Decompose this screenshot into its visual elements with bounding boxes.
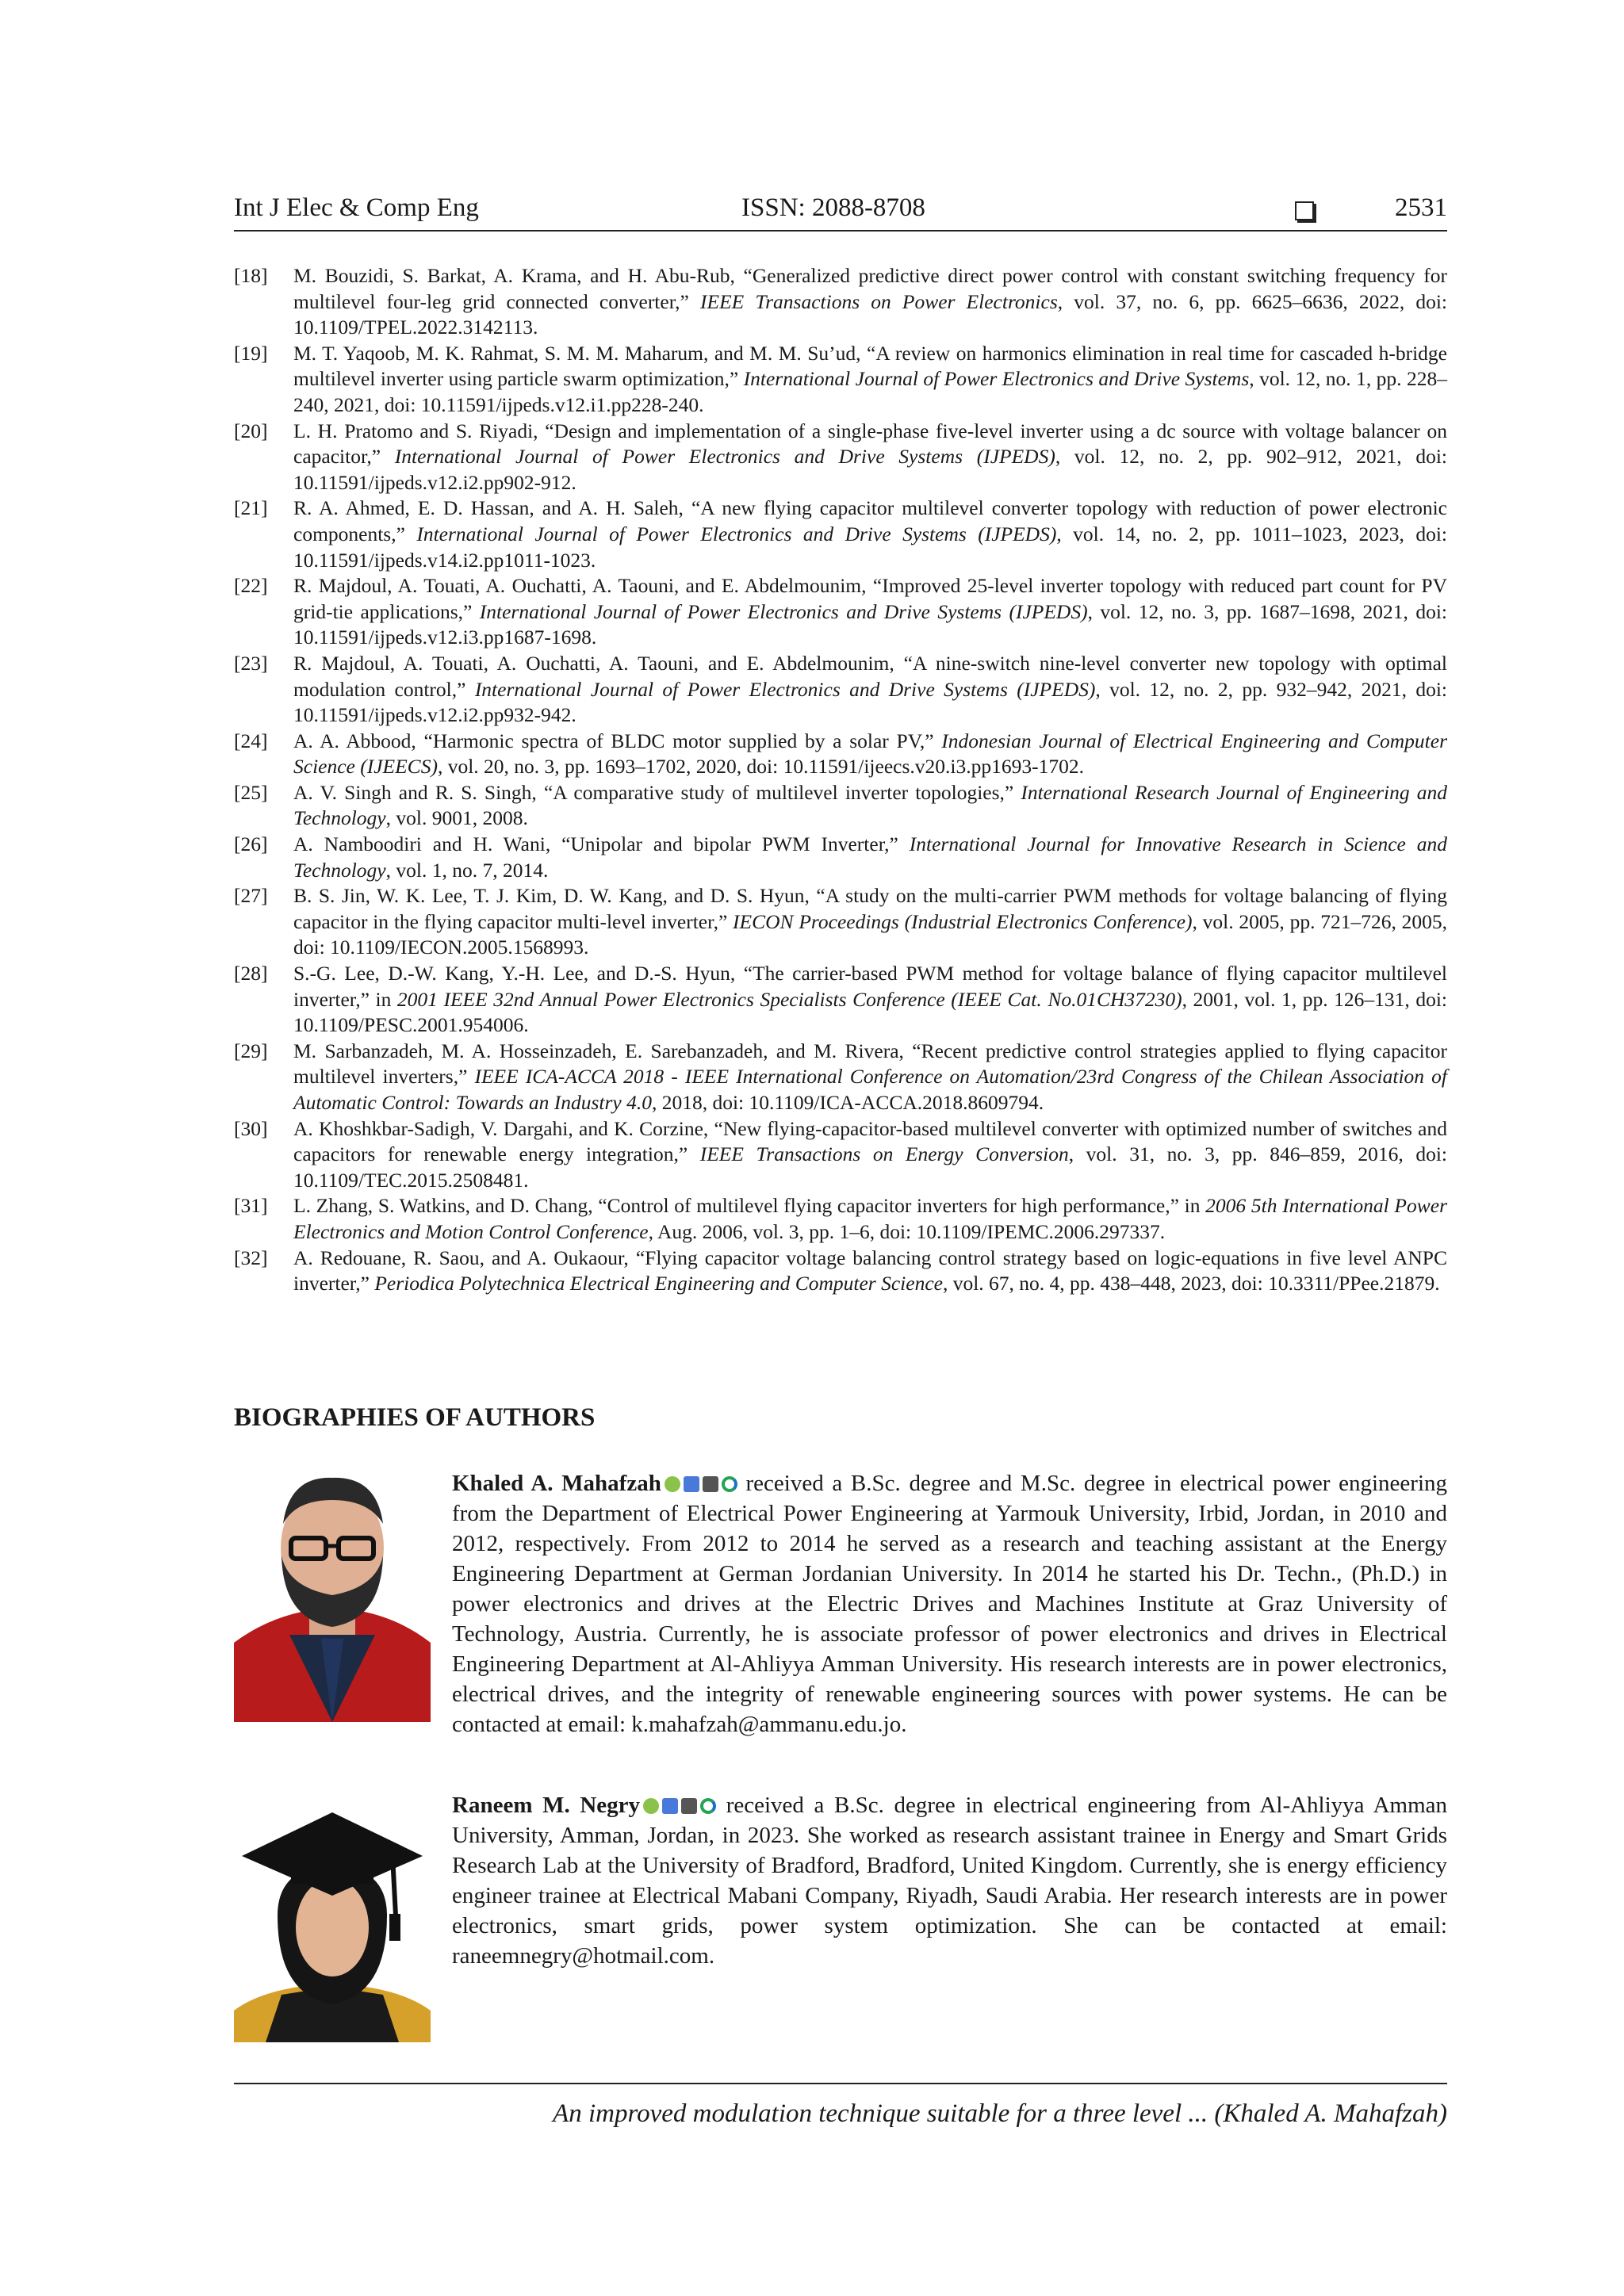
- reference-item: [234, 883, 1447, 961]
- web-of-science-icon[interactable]: [700, 1798, 716, 1814]
- reference-text: R. Majdoul, A. Touati, A. Ouchatti, A. Taouni, and E. Abdelmounim, “A nine-switch nine-level converter new topology with optimal modulation control,” International Journal of Power Electronics and Drive Systems (IJPEDS), vol. 12, no. 2, pp. 932–942, 2021, doi: 10.11591/ijpeds.v12.i2.pp932-942.: [293, 651, 1447, 727]
- reference-venue: IECON Proceedings (Industrial Electronics Conference): [733, 909, 1193, 933]
- reference-item: [234, 780, 1447, 832]
- scopus-icon[interactable]: [681, 1798, 697, 1814]
- reference-text: S.-G. Lee, D.-W. Kang, Y.-H. Lee, and D.-S. Hyun, “The carrier-based PWM method for voltage balance of flying capacitor multilevel inverter,” in 2001 IEEE 32nd Annual Power Electronics Specialists Conference (IEEE Cat. No.01CH37230), 2001, vol. 1, pp. 126–131, doi: 10.1109/PESC.2001.954006.: [293, 962, 1447, 1037]
- reference-item: [234, 573, 1447, 651]
- orcid-icon[interactable]: [665, 1476, 680, 1492]
- reference-number: [27]: [234, 884, 268, 908]
- author-description-2: received a B.Sc. degree in electrical engineering from Al-Ahliyya Amman University, Amman, Jordan, in 2023. She worked as research assistant trainee in Energy and Smart Grids Research Lab at the University of Bradford, Bradford, United Kingdom. Currently, she is energy efficiency engineer trainee at Electrical Mabani Company, Riyadh, Saudi Arabia. Her research interests are in power electronics, smart grids, power system optimization. She can be contacted at email: raneemnegry@hotmail.com.: [452, 1793, 1448, 1969]
- reference-number: [25]: [234, 780, 268, 804]
- web-of-science-icon[interactable]: [722, 1476, 737, 1492]
- reference-text: R. A. Ahmed, E. D. Hassan, and A. H. Saleh, “A new flying capacitor multilevel converter topology with reduction of power electronic components,” International Journal of Power Electronics and Drive Systems (IJPEDS), vol. 14, no. 2, pp. 1011–1023, 2023, doi: 10.11591/ijpeds.v14.i2.pp1011-1023.: [293, 496, 1447, 572]
- reference-venue: IEEE Transactions on Power Electronics: [700, 289, 1058, 313]
- reference-text: M. T. Yaqoob, M. K. Rahmat, S. M. M. Maharum, and M. M. Su’ud, “A review on harmonics elimination in real time for cascaded h-bridge multilevel inverter using particle swarm optimization,” International Journal of Power Electronics and Drive Systems, vol. 12, no. 1, pp. 228–240, 2021, doi: 10.11591/ijpeds.v12.i1.pp228-240.: [293, 341, 1448, 416]
- reference-item: [234, 832, 1447, 883]
- google-scholar-icon[interactable]: [662, 1798, 678, 1814]
- reference-number: [21]: [234, 496, 268, 520]
- reference-venue: IEEE Transactions on Energy Conversion: [699, 1142, 1069, 1166]
- biographies-heading: BIOGRAPHIES OF AUTHORS: [234, 1403, 596, 1432]
- reference-venue: International Journal of Power Electronics and Drive Systems (IJPEDS): [474, 677, 1096, 701]
- reference-venue: International Journal for Innovative Research in Science and Technology: [293, 832, 1447, 882]
- reference-number: [18]: [234, 264, 268, 287]
- reference-number: [29]: [234, 1039, 268, 1062]
- reference-text: M. Sarbanzadeh, M. A. Hosseinzadeh, E. Sarebanzadeh, and M. Rivera, “Recent predictive control strategies applied to flying capacitor multilevel inverters,” IEEE ICA-ACCA 2018 - IEEE International Conference on Automation/23rd Congress of the Chilean Association of Automatic Control: Towards an Industry 4.0, 2018, doi: 10.1109/ICA-ACCA.2018.8609794.: [293, 1039, 1447, 1114]
- reference-venue: Indonesian Journal of Electrical Engineering and Computer Science (IJEECS): [293, 729, 1448, 779]
- issn: ISSN: 2088-8708: [741, 193, 925, 222]
- reference-item: [234, 651, 1447, 729]
- author-name-1: Khaled A. Mahafzah: [452, 1471, 661, 1496]
- author-description-1: received a B.Sc. degree and M.Sc. degree in electrical power engineering from the Department of Electrical Power Engineering at Yarmouk University, Irbid, Jordan, in 2010 and 2012, respectively. From 2012 to 2014 he served as a research and teaching assistant at the Energy Engineering Department at German Jordanian University. In 2014 he started his Dr. Techn., (Ph.D.) in power electronics and drives at the Electric Drives and Machines Institute at Graz University of Technology, Austria. Currently, he is associate professor of power electronics and drives in Electrical Engineering Department at Al-Ahliyya Amman University. His research interests are in power electronics, electrical drives, and the integrity of renewable engineering sources with power systems. He can be contacted at email: k.mahafzah@ammanu.edu.jo.: [452, 1471, 1447, 1737]
- running-footer: An improved modulation technique suitable for a three level ... (Khaled A. Mahafzah): [553, 2099, 1447, 2128]
- reference-item: [234, 1116, 1447, 1194]
- reference-number: [31]: [234, 1194, 268, 1218]
- reference-text: A. A. Abbood, “Harmonic spectra of BLDC motor supplied by a solar PV,” Indonesian Journal of Electrical Engineering and Computer Science (IJEECS), vol. 20, no. 3, pp. 1693–1702, 2020, doi: 10.11591/ijeecs.v20.i3.pp1693-1702.: [293, 729, 1448, 779]
- reference-venue: International Research Journal of Engineering and Technology: [293, 780, 1447, 830]
- author-photo-1: [234, 1468, 431, 1722]
- author-name-2: Raneem M. Negry: [452, 1793, 641, 1818]
- reference-item: [234, 341, 1447, 419]
- author-photo-2: [234, 1797, 431, 2042]
- reference-item: [234, 496, 1447, 573]
- reference-text: L. Zhang, S. Watkins, and D. Chang, “Control of multilevel flying capacitor inverters for high performance,” in 2006 5th International Power Electronics and Motion Control Conference, Aug. 2006, vol. 3, pp. 1–6, doi: 10.1109/IPEMC.2006.297337.: [293, 1194, 1447, 1243]
- reference-text: M. Bouzidi, S. Barkat, A. Krama, and H. Abu-Rub, “Generalized predictive direct power control with constant switching frequency for multilevel four-leg grid connected converter,” IEEE Transactions on Power Electronics, vol. 37, no. 6, pp. 6625–6636, 2022, doi: 10.1109/TPEL.2022.3142113.: [293, 264, 1447, 339]
- running-header: [234, 190, 1447, 232]
- reference-list: [234, 263, 1447, 1297]
- author-bio-text-1: [452, 1468, 1447, 1739]
- reference-item: [234, 1193, 1447, 1245]
- reference-venue: 2006 5th International Power Electronics and Motion Control Conference: [293, 1194, 1447, 1243]
- reference-item: [234, 419, 1447, 496]
- reference-item: [234, 961, 1447, 1039]
- reference-number: [26]: [234, 832, 268, 856]
- reference-venue: Periodica Polytechnica Electrical Engineering and Computer Science: [374, 1272, 943, 1295]
- reference-text: R. Majdoul, A. Touati, A. Ouchatti, A. Taouni, and E. Abdelmounim, “Improved 25-level inverter topology with reduced part count for PV grid-tie applications,” International Journal of Power Electronics and Drive Systems (IJPEDS), vol. 12, no. 3, pp. 1687–1698, 2021, doi: 10.11591/ijpeds.v12.i3.pp1687-1698.: [293, 574, 1447, 649]
- reference-text: L. H. Pratomo and S. Riyadi, “Design and implementation of a single-phase five-level inverter using a dc source with voltage balancer on capacitor,” International Journal of Power Electronics and Drive Systems (IJPEDS), vol. 12, no. 2, pp. 902–912, 2021, doi: 10.11591/ijpeds.v12.i2.pp902-912.: [293, 419, 1447, 494]
- reference-number: [23]: [234, 651, 268, 675]
- google-scholar-icon[interactable]: [684, 1476, 699, 1492]
- reference-item: [234, 263, 1447, 341]
- reference-item: [234, 729, 1447, 780]
- journal-name: Int J Elec & Comp Eng: [234, 193, 479, 222]
- reference-number: [20]: [234, 419, 268, 442]
- reference-venue: International Journal of Power Electronics and Drive Systems (IJPEDS): [394, 445, 1055, 469]
- orcid-icon[interactable]: [643, 1798, 659, 1814]
- reference-text: A. Redouane, R. Saou, and A. Oukaour, “Flying capacitor voltage balancing control strategy based on logic-equations in five level ANPC inverter,” Periodica Polytechnica Electrical Engineering and Computer Science, vol. 67, no. 4, pp. 438–448, 2023, doi: 10.3311/PPee.21879.: [293, 1246, 1447, 1295]
- footer-rule: [234, 2083, 1447, 2084]
- reference-text: A. V. Singh and R. S. Singh, “A comparative study of multilevel inverter topologies,” International Research Journal of Engineering and Technology, vol. 9001, 2008.: [293, 780, 1447, 830]
- page-number: 2531: [1395, 193, 1447, 222]
- reference-text: A. Namboodiri and H. Wani, “Unipolar and bipolar PWM Inverter,” International Journal for Innovative Research in Science and Technology, vol. 1, no. 7, 2014.: [293, 832, 1447, 882]
- reference-item: [234, 1246, 1447, 1297]
- box-icon: [1295, 201, 1314, 220]
- author-bio-text-2: [452, 1790, 1447, 1971]
- reference-text: B. S. Jin, W. K. Lee, T. J. Kim, D. W. Kang, and D. S. Hyun, “A study on the multi-carrier PWM methods for voltage balancing of flying capacitor in the flying capacitor multi-level inverter,” IECON Proceedings (Industrial Electronics Conference), vol. 2005, pp. 721–726, 2005, doi: 10.1109/IECON.2005.1568993.: [293, 884, 1447, 959]
- reference-venue: International Journal of Power Electronics and Drive Systems (IJPEDS): [416, 522, 1057, 545]
- scopus-icon[interactable]: [703, 1476, 718, 1492]
- reference-number: [30]: [234, 1116, 268, 1140]
- reference-text: A. Khoshkbar-Sadigh, V. Dargahi, and K. Corzine, “New flying-capacitor-based multilevel converter with optimized number of switches and capacitors for renewable energy integration,” IEEE Transactions on Energy Conversion, vol. 31, no. 3, pp. 846–859, 2016, doi: 10.1109/TEC.2015.2508481.: [293, 1116, 1447, 1192]
- reference-number: [22]: [234, 574, 268, 598]
- reference-item: [234, 1039, 1447, 1116]
- reference-venue: IEEE ICA-ACCA 2018 - IEEE International Conference on Automation/23rd Congress of the Chilean Association of Automatic Control: Towards an Industry 4.0: [293, 1065, 1447, 1114]
- reference-number: [24]: [234, 729, 268, 752]
- reference-venue: International Journal of Power Electronics and Drive Systems (IJPEDS): [479, 599, 1088, 623]
- reference-venue: 2001 IEEE 32nd Annual Power Electronics Specialists Conference (IEEE Cat. No.01CH37230): [396, 987, 1182, 1011]
- reference-number: [28]: [234, 962, 268, 985]
- reference-number: [32]: [234, 1246, 268, 1269]
- reference-venue: International Journal of Power Electronics and Drive Systems: [743, 367, 1250, 391]
- reference-number: [19]: [234, 341, 268, 365]
